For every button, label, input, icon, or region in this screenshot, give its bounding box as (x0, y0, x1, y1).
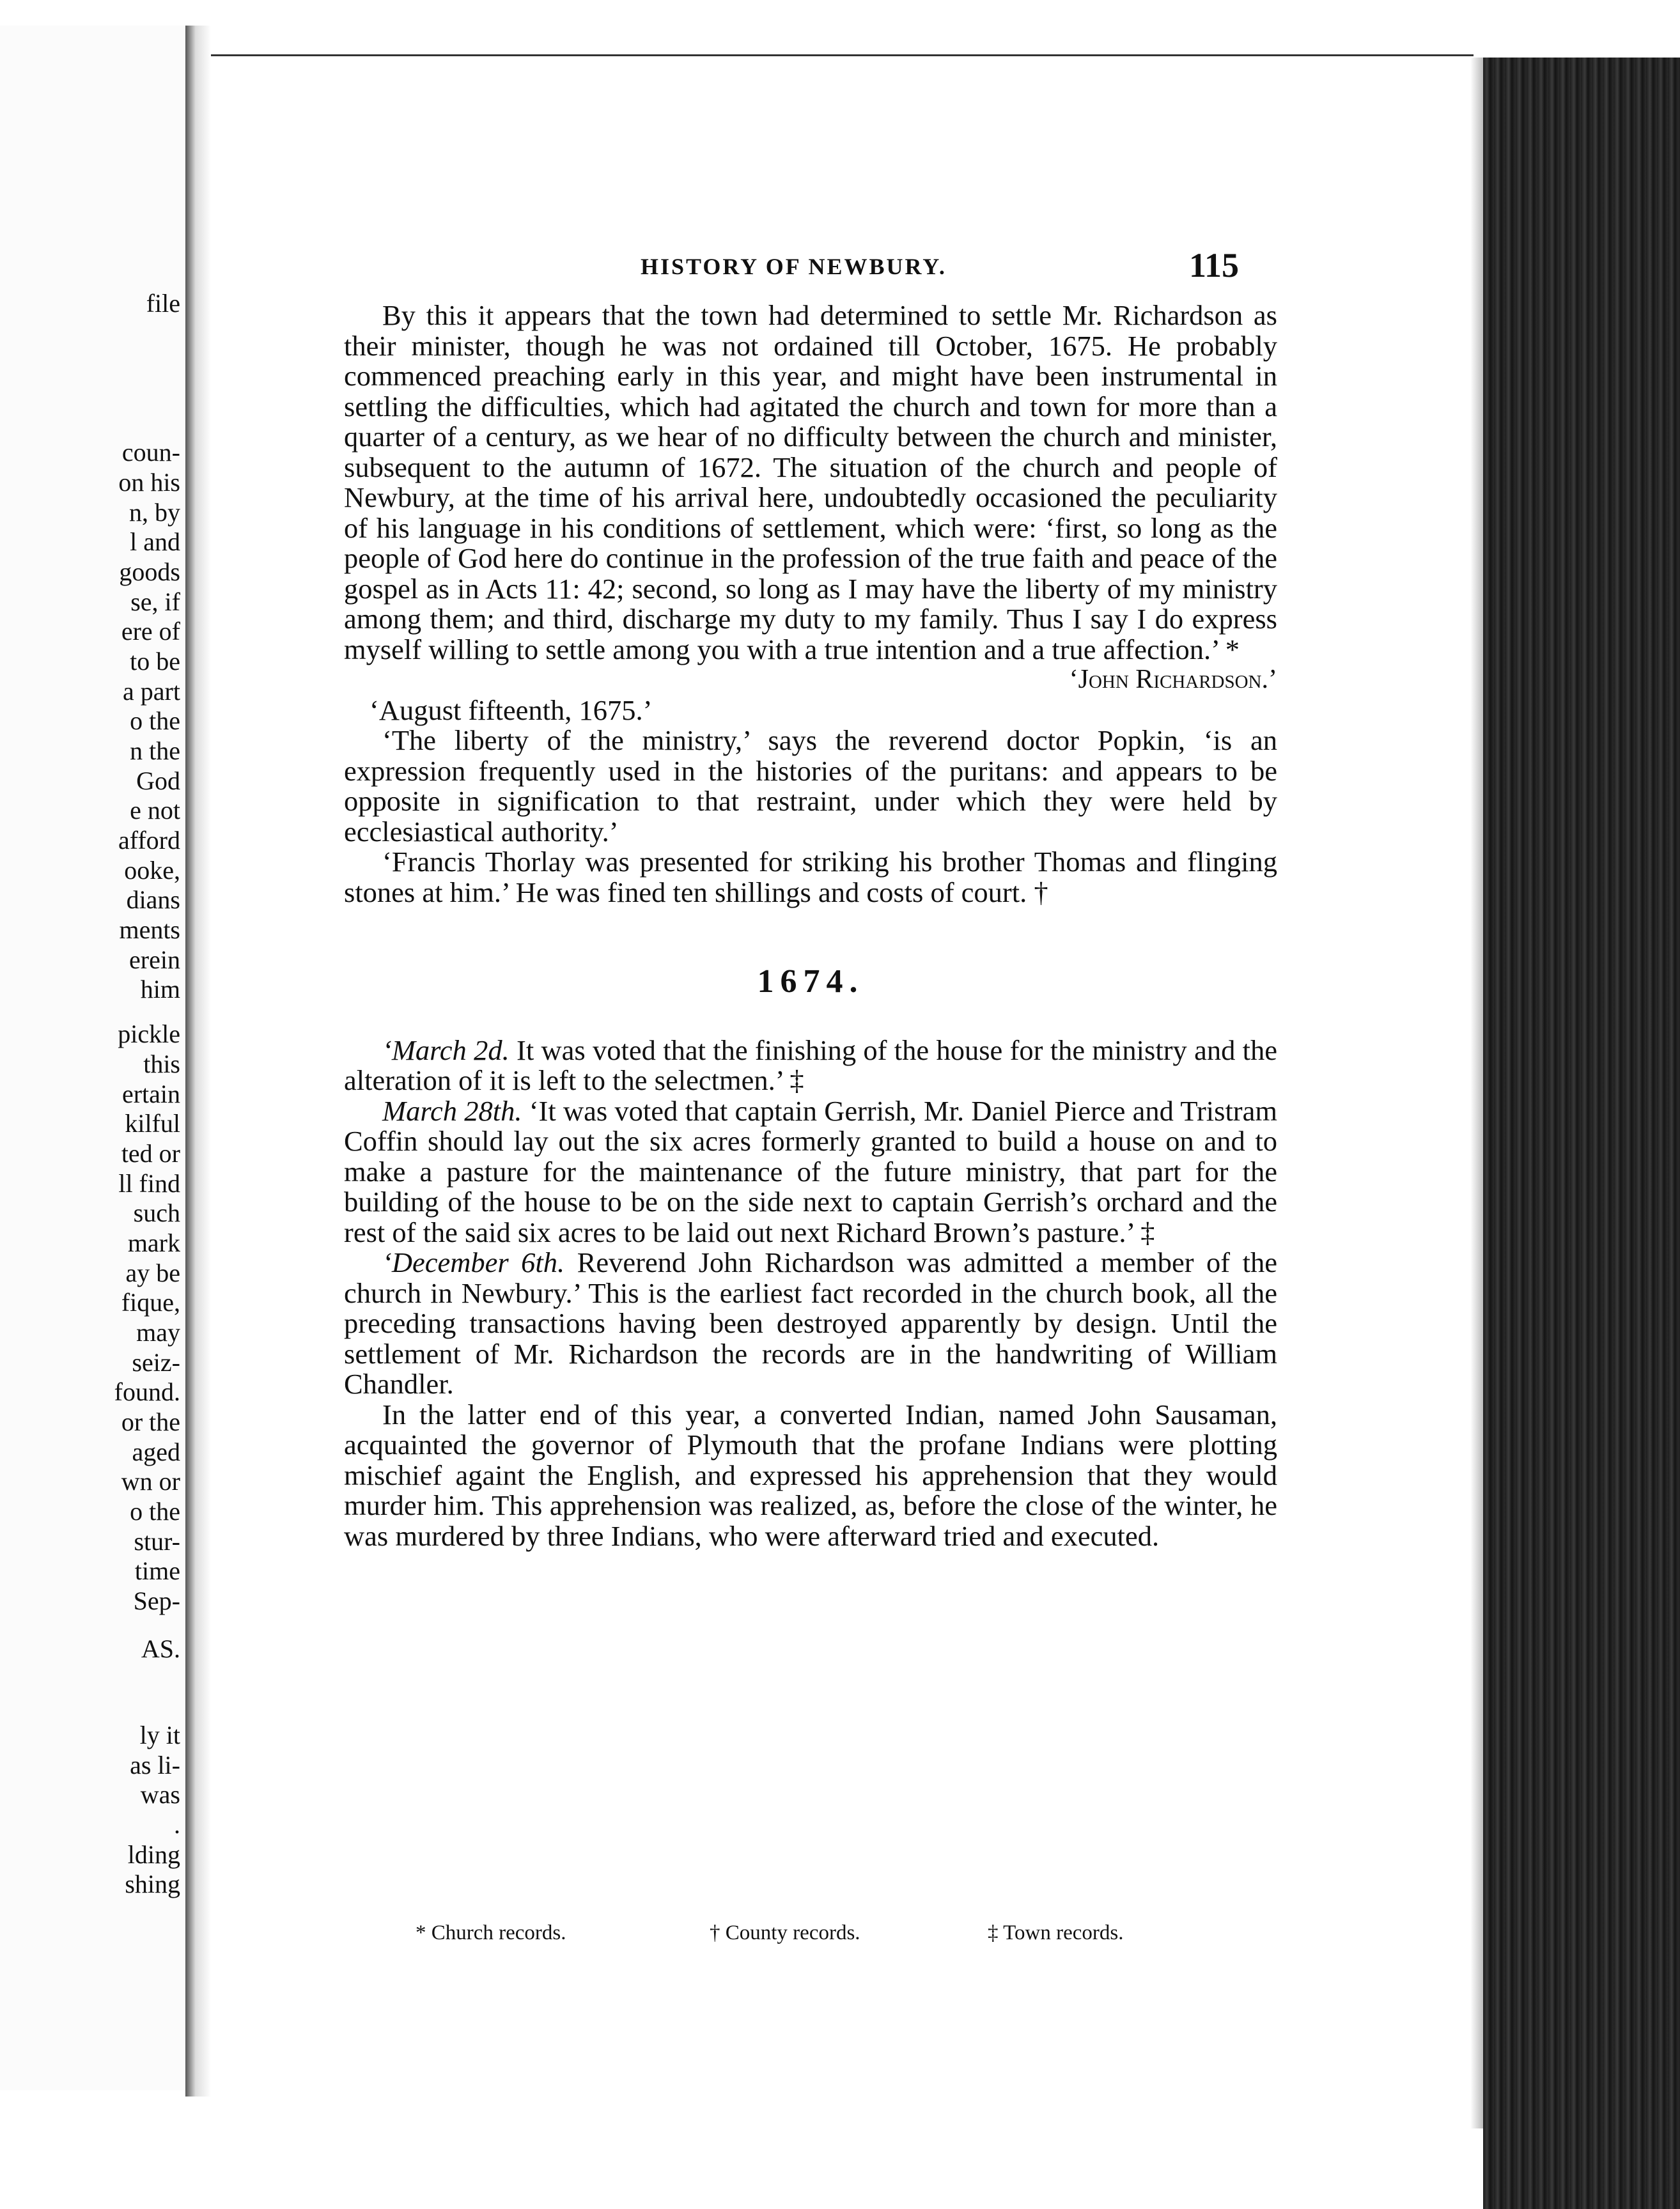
left-page-fragment: God (136, 766, 180, 795)
left-page-fragment: ments (119, 915, 180, 944)
left-page-fragment: . (174, 1810, 180, 1839)
left-page-fragment: dians (126, 885, 180, 914)
left-page-fragment: erein (129, 945, 180, 974)
footnote-town: ‡ Town records. (988, 1921, 1124, 1944)
text-december-6: Reverend John Richardson was admitted a member of the church in Newbury.’ This is the earliest fact recorded in the church book, all the preceding transactions having been destroyed apparently by design. Until the settlement of Mr. Richardson the records are in the handwriting of William Chandler. (344, 1246, 1278, 1400)
signature-text: ‘John Richardson.’ (1069, 665, 1277, 694)
left-page-fragment: aged (132, 1438, 180, 1466)
page-number: 115 (1189, 246, 1240, 284)
text-march-28: ‘It was voted that captain Gerrish, Mr. Daniel Pierce and Tristram Coffin should lay out the six acres formerly granted to build a house on and to make a pasture for the maintenance of the future ministry, that part for the building of the house to be on the side next to captain Gerrish’s orchard and the rest of the said six acres to be laid out next Richard Brown’s pasture.’ ‡ (344, 1094, 1277, 1248)
left-page-fragment: o the (130, 706, 180, 735)
left-page-fragment: o the (130, 1497, 180, 1526)
left-page-fragment: a part (123, 677, 180, 706)
left-page-fragment: may (136, 1318, 180, 1347)
left-page-fragment: ted or (121, 1139, 180, 1168)
left-page-fragment: ay be (125, 1259, 180, 1287)
left-page-fragment: mark (127, 1229, 180, 1257)
paragraph-march-28 (344, 1096, 1277, 1248)
signature (344, 665, 1277, 695)
book-edge (1483, 58, 1680, 2209)
left-page-fragment: e not (130, 796, 180, 825)
date-march-2: ‘March 2d. (382, 1034, 509, 1066)
paragraph-december-6 (344, 1248, 1277, 1400)
left-page-fragment: this (143, 1050, 180, 1078)
year-heading: 1674. (757, 963, 864, 1000)
left-page-fragment: file (146, 289, 180, 318)
left-page-fragment: ooke, (124, 856, 180, 885)
left-page-fragment: AS. (141, 1634, 180, 1663)
left-page-fragment: or the (121, 1407, 180, 1436)
paragraph-thorlay: ‘Francis Thorlay was presented for striking his brother Thomas and flinging stones at him.’ He was fined ten shillings and costs of court. † (344, 846, 1277, 908)
left-page-fragment: was (140, 1780, 180, 1809)
left-page-fragment: to be (130, 647, 180, 676)
left-page-fragment: him (140, 975, 180, 1004)
left-page-fragment: ere of (121, 617, 180, 646)
left-facing-page (0, 26, 187, 2090)
paragraph-settlement: By this it appears that the town had determined to settle Mr. Richardson as their minister, though he was not ordained till October, 1675. He probably commenced preaching early in this year, and might have been instrumental in settling the difficulties, which had agitated the church and town for more than a quarter of a century, as we hear of no difficulty between the church and minister, subsequent to the autumn of 1672. The situation of the church and people of Newbury, at the time of his arrival here, undoubtedly occasioned the peculiarity of his language in his conditions of settlement, which were: ‘first, so long as the people of God here do continue in the profession of the true faith and peace of the gospel as in Acts 11: 42; second, so long as I may have the liberty of my ministry among them; and third, discharge my duty to my family. Thus I say I do express myself willing to settle among you with a true intention and a true affection.’ * (344, 299, 1277, 665)
left-page-fragment: lding (127, 1840, 180, 1869)
left-page-fragment: wn or (121, 1467, 180, 1496)
paragraph-sausaman: In the latter end of this year, a converted Indian, named John Sausaman, acquainted the governor of Plymouth that the profane Indians were plotting mischief againt the English, and expressed his apprehension that they would murder him. This apprehension was realized, as, before the close of the winter, he was murdered by three Indians, who were afterward tried and executed. (344, 1398, 1277, 1552)
left-page-fragment: n, by (129, 498, 180, 527)
left-page-fragment: seiz- (132, 1348, 180, 1377)
date-december-6: ‘December 6th. (382, 1246, 565, 1278)
left-page-fragment: l and (130, 527, 180, 556)
book-page (211, 54, 1474, 2127)
left-page-fragment: such (133, 1198, 180, 1227)
left-page-fragment: Sep- (133, 1586, 180, 1615)
footnote-church: * Church records. (416, 1921, 566, 1944)
left-page-fragment: ertain (121, 1080, 180, 1108)
left-page-fragment: kilful (125, 1109, 180, 1138)
left-page-fragment: pickle (118, 1019, 180, 1048)
left-page-fragment: shing (125, 1870, 180, 1898)
date-line: ‘August fifteenth, 1675.’ (369, 694, 653, 726)
date-march-28: March 28th. (382, 1094, 522, 1127)
left-page-fragment: ll find (118, 1169, 180, 1198)
left-page-fragment: n the (130, 736, 180, 765)
page-header (211, 248, 1474, 286)
left-page-fragment: as li- (130, 1751, 180, 1779)
left-page-fragment: on his (118, 468, 180, 497)
left-page-fragment: time (134, 1556, 180, 1585)
left-page-fragment: fique, (121, 1288, 180, 1317)
left-page-fragment: ly it (139, 1721, 180, 1749)
footnotes (416, 1921, 1247, 1953)
paragraph-liberty: ‘The liberty of the ministry,’ says the reverend doctor Popkin, ‘is an expression frequently used in the histories of the puritans: and appears to be opposite in signification to that restraint, under which they were held by ecclesiastical authority.’ (344, 724, 1277, 848)
footnote-county: † County records. (710, 1921, 860, 1944)
page-gutter-shadow (185, 26, 211, 2097)
text-march-2: It was voted that the finishing of the house for the ministry and the alteration of it is left to the selectmen.’ ‡ (344, 1034, 1277, 1096)
running-head: HISTORY OF NEWBURY. (641, 254, 947, 279)
paragraph-march-2 (344, 1035, 1277, 1096)
left-page-fragment: found. (114, 1377, 180, 1406)
left-page-fragment: goods (119, 557, 180, 586)
left-page-fragment: afford (118, 826, 180, 855)
body-text (344, 300, 1277, 1551)
left-page-fragment: coun- (121, 438, 180, 467)
left-page-fragment: stur- (134, 1527, 180, 1556)
left-page-fragment: se, if (130, 587, 180, 616)
